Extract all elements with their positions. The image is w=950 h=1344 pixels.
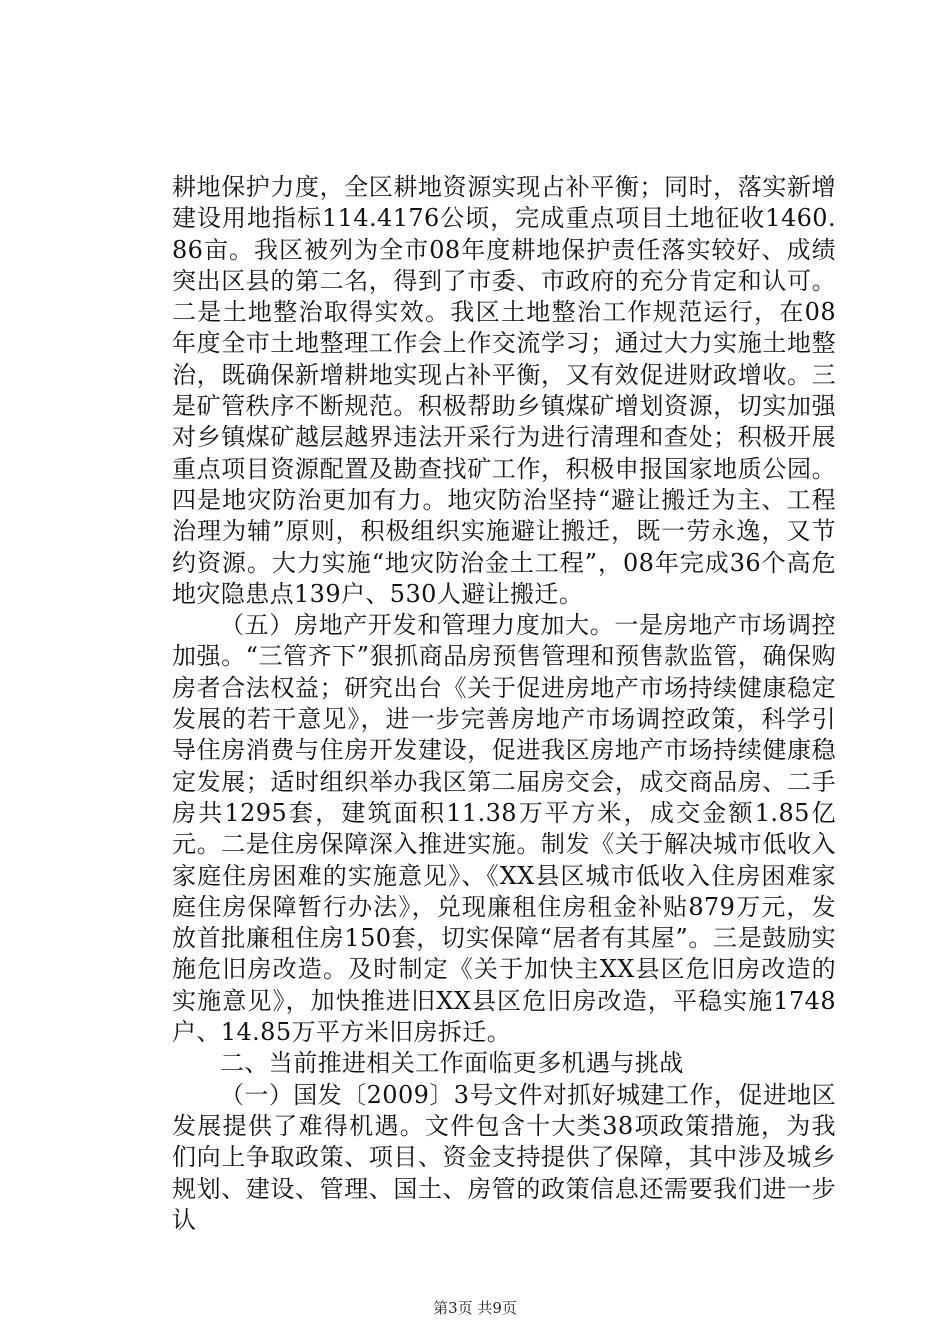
page-footer: 第3页 共9页 — [433, 1299, 517, 1317]
paragraph-land-protection: 耕地保护力度，全区耕地资源实现占补平衡；同时，落实新增建设用地指标114.4176公顷，完成重点项目土地征收1460.86亩。我区被列为全市08年度耕地保护责任落实较好、成绩突出区县的第二名，得到了市委、市政府的充分肯定和认可。二是土地整治取得实效。我区土地整治工作规范运行，在08年度全市土地整理工作会上作交流学习；通过大力实施土地整治，既确保新增耕地实现占补平衡，又有效促进财政增收。三是矿管秩序不断规范。积极帮助乡镇煤矿增划资源，切实加强对乡镇煤矿越层越界违法开采行为进行清理和查处；积极开展重点项目资源配置及勘查找矿工作，积极申报国家地质公园。四是地灾防治更加有力。地灾防治坚持“避让搬迁为主、工程治理为辅”原则，积极组织实施避让搬迁，既一劳永逸，又节约资源。大力实施“地灾防治金土工程”，08年完成36个高危地灾隐患点139户、530人避让搬迁。 — [172, 173, 836, 608]
document-body — [172, 172, 836, 1236]
paragraph-state-document: （一）国发〔2009〕3号文件对抓好城建工作，促进地区发展提供了难得机遇。文件包含十大类38项政策措施，为我们向上争取政策、项目、资金支持提供了保障，其中涉及城乡规划、建设、管理、国土、房管的政策信息还需要我们进一步认 — [172, 1080, 836, 1234]
paragraph-real-estate: （五）房地产开发和管理力度加大。一是房地产市场调控加强。“三管齐下”狠抓商品房预售管理和预售款监管，确保购房者合法权益；研究出台《关于促进房地产市场持续健康稳定发展的若干意见》，进一步完善房地产市场调控政策，科学引导住房消费与住房开发建设，促进我区房地产市场持续健康稳定发展；适时组织举办我区第二届房交会，成交商品房、二手房共1295套，建筑面积11.38万平方米，成交金额1.85亿元。二是住房保障深入推进实施。制发《关于解决城市低收入家庭住房困难的实施意见》、《XX县区城市低收入住房困难家庭住房保障暂行办法》，兑现廉租住房租金补贴879万元，发放首批廉租住房150套，切实保障“居者有其屋”。三是鼓励实施危旧房改造。及时制定《关于加快主XX县区危旧房改造的实施意见》，加快推进旧XX县区危旧房改造，平稳实施1748户、14.85万平方米旧房拆迁。 — [172, 611, 836, 1047]
section-heading-opportunities: 二、当前推进相关工作面临更多机遇与挑战 — [220, 1049, 684, 1078]
